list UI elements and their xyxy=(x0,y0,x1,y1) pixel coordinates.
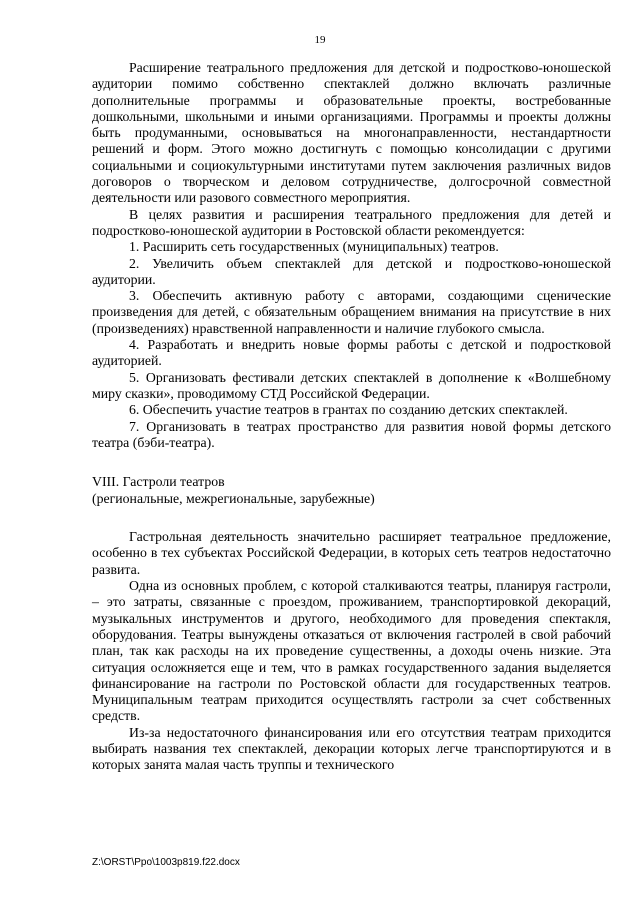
paragraph: Одна из основных проблем, с которой сталкиваются театры, планируя гастроли, – это затраты, связанные с проездом, проживанием, транспортировкой декораций, музыкальных инструментов и другого, необходимого для проведения спектакля, оборудования. Театры вынуждены отказаться от включения гастролей в свой рабочий план, так как расходы на их проведение существенны, а доходы очень низкие. Эта ситуация осложняется еще и тем, что в рамках государственного задания выделяется финансирование на гастроли по Ростовской области для государственных театров. Муниципальным театрам приходится осуществлять гастроли за счет собственных средств. xyxy=(92,578,611,724)
section-subtitle: (региональные, межрегиональные, зарубежные) xyxy=(92,491,375,507)
section-title: VIII. Гастроли театров xyxy=(92,474,225,490)
recommendation-item: 7. Организовать в театрах пространство для развития новой формы детского театра (бэби-театра). xyxy=(92,418,611,450)
page-number: 19 xyxy=(314,34,326,46)
paragraph: Гастрольная деятельность значительно расширяет театральное предложение, особенно в тех субъектах Российской Федерации, в которых сеть театров недостаточно развита. xyxy=(92,529,611,577)
paragraph: Из-за недостаточного финансирования или его отсутствия театрам приходится выбирать названия тех спектаклей, декорации которых легче транспортируются и в которых занята малая часть труппы и технического xyxy=(92,724,611,773)
recommendation-item: 5. Организовать фестивали детских спектаклей в дополнение к «Волшебному миру сказки», проводимому СТД Российской Федерации. xyxy=(92,369,611,401)
recommendation-item: 4. Разработать и внедрить новые формы работы с детской и подростковой аудиторией. xyxy=(92,337,611,369)
paragraph: Расширение театрального предложения для детской и подростково-юношеской аудитории помимо собственно спектаклей должно включать различные дополнительные программы и образовательные проекты, востребованные дошкольными, школьными и иными организациями. Программы и проекты должны быть продуманными, основываться на многонаправленности, нестандартности решений и форм. Этого можно достигнуть с помощью консолидации с другими социальными и социокультурными институтами путем заключения различных видов договоров о творческом и деловом сотрудничестве, долгосрочной совместной деятельности или разового совместного мероприятия. xyxy=(92,60,611,206)
recommendation-item: 2. Увеличить объем спектаклей для детской и подростково-юношеской аудитории. xyxy=(92,255,611,287)
recommendation-item: 3. Обеспечить активную работу с авторами, создающими сценические произведения для детей, с обязательным обращением внимания на присутствие в них (произведениях) нравственной направленности и наличие глубокого смысла. xyxy=(92,288,611,336)
document-body xyxy=(92,60,611,774)
paragraph: В целях развития и расширения театрального предложения для детей и подростково-юношеской аудитории в Ростовской области рекомендуется: xyxy=(92,206,611,238)
recommendation-item: 6. Обеспечить участие театров в грантах по созданию детских спектаклей. xyxy=(129,402,568,418)
footer-file-path: Z:\ORST\Ppo\1003p819.f22.docx xyxy=(92,857,240,868)
recommendation-item: 1. Расширить сеть государственных (муниципальных) театров. xyxy=(129,239,499,255)
